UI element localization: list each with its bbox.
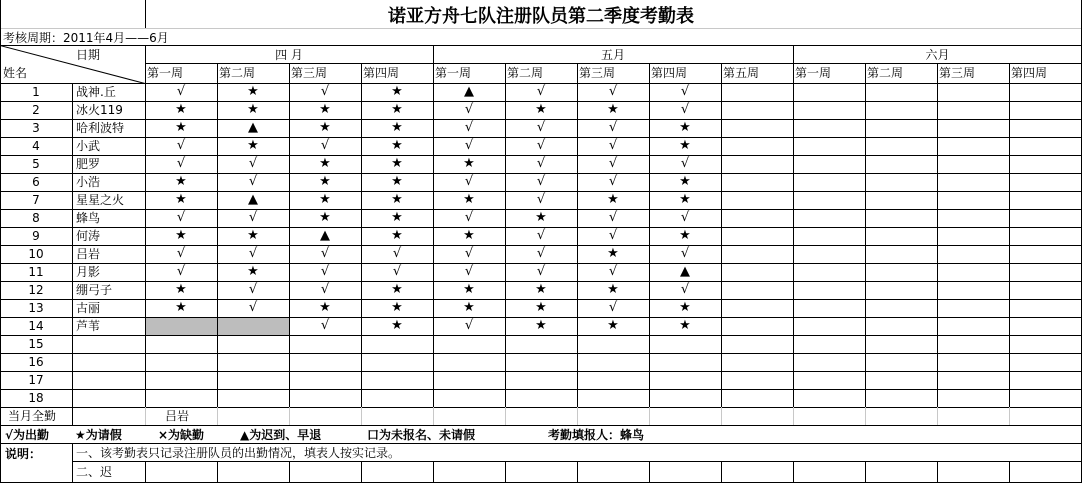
name-label: 姓名 xyxy=(3,66,28,80)
grid-line xyxy=(0,28,1082,29)
attendance-mark: ★ xyxy=(391,138,403,153)
attendance-mark: √ xyxy=(680,210,690,225)
attendance-mark: ★ xyxy=(391,300,403,315)
member-name: 星星之火 xyxy=(76,193,125,207)
attendance-mark: ★ xyxy=(679,120,691,135)
attendance-mark: √ xyxy=(464,102,474,117)
attendance-mark: √ xyxy=(464,264,474,279)
grid-line xyxy=(145,461,146,482)
attendance-mark: √ xyxy=(176,138,186,153)
attendance-mark: √ xyxy=(536,264,546,279)
member-name: 月影 xyxy=(76,265,101,279)
legend-leave: ★为请假 xyxy=(75,428,122,442)
full-attendance-label: 当月全勤 xyxy=(8,409,57,423)
attendance-mark: ★ xyxy=(319,192,331,207)
attendance-mark: ★ xyxy=(463,156,475,171)
attendance-mark: √ xyxy=(392,246,402,261)
month-may: 五月 xyxy=(600,48,625,62)
member-name: 古丽 xyxy=(76,301,101,315)
attendance-mark: ★ xyxy=(391,282,403,297)
attendance-mark: √ xyxy=(608,210,618,225)
member-name: 芦苇 xyxy=(76,319,101,333)
row-number: 18 xyxy=(28,391,44,405)
attendance-mark: ★ xyxy=(607,318,619,333)
attendance-mark: ★ xyxy=(247,138,259,153)
attendance-mark: √ xyxy=(464,174,474,189)
row-number: 4 xyxy=(32,139,40,153)
grid-line xyxy=(72,83,73,425)
attendance-mark: ★ xyxy=(535,300,547,315)
member-name: 蜂鸟 xyxy=(76,211,101,225)
week-header-apr-3: 第三周 xyxy=(291,66,328,80)
attendance-mark: √ xyxy=(464,138,474,153)
grid-line xyxy=(361,407,362,425)
attendance-mark: ★ xyxy=(247,84,259,99)
month-june: 六月 xyxy=(925,48,950,62)
row-number: 2 xyxy=(32,103,40,117)
member-name: 绷弓子 xyxy=(76,283,113,297)
attendance-mark: √ xyxy=(320,246,330,261)
week-header-may-1: 第一周 xyxy=(435,66,472,80)
attendance-mark: ▲ xyxy=(464,84,474,99)
week-header-jun-2: 第二周 xyxy=(867,66,904,80)
legend-unregistered: 口为未报名、未请假 xyxy=(367,428,476,442)
grid-line xyxy=(937,461,938,482)
row-number: 6 xyxy=(32,175,40,189)
week-header-may-4: 第四周 xyxy=(651,66,688,80)
attendance-mark: ★ xyxy=(391,228,403,243)
row-number: 5 xyxy=(32,157,40,171)
grid-line xyxy=(72,443,73,482)
grid-line xyxy=(1009,407,1010,425)
row-number: 16 xyxy=(28,355,44,369)
grid-line xyxy=(0,407,1082,408)
week-header-jun-1: 第一周 xyxy=(795,66,832,80)
row-number: 10 xyxy=(28,247,44,261)
date-label: 日期 xyxy=(76,48,101,62)
grid-line xyxy=(0,353,1082,354)
attendance-mark: √ xyxy=(608,84,618,99)
grid-line xyxy=(505,407,506,425)
grid-line xyxy=(721,407,722,425)
attendance-mark: √ xyxy=(608,300,618,315)
grid-line xyxy=(721,461,722,482)
attendance-mark: ★ xyxy=(319,300,331,315)
row-number: 13 xyxy=(28,301,44,315)
attendance-mark: ★ xyxy=(247,264,259,279)
attendance-mark: ★ xyxy=(679,318,691,333)
attendance-mark: ★ xyxy=(175,228,187,243)
week-header-may-2: 第二周 xyxy=(507,66,544,80)
grid-line xyxy=(145,63,1082,64)
grid-line xyxy=(145,407,146,425)
grid-line xyxy=(649,407,650,425)
attendance-mark: ★ xyxy=(247,102,259,117)
attendance-mark: √ xyxy=(680,156,690,171)
attendance-mark: √ xyxy=(248,156,258,171)
member-name: 小武 xyxy=(76,139,101,153)
grid-line xyxy=(865,407,866,425)
attendance-mark: ★ xyxy=(679,192,691,207)
attendance-mark: √ xyxy=(320,318,330,333)
grid-line xyxy=(217,461,218,482)
notes-label: 说明： xyxy=(5,447,42,461)
attendance-mark: √ xyxy=(536,246,546,261)
row-number: 17 xyxy=(28,373,44,387)
attendance-mark: √ xyxy=(176,264,186,279)
attendance-mark: √ xyxy=(176,210,186,225)
attendance-mark: √ xyxy=(176,156,186,171)
attendance-mark: ★ xyxy=(175,174,187,189)
attendance-mark: ★ xyxy=(535,318,547,333)
row-number: 15 xyxy=(28,337,44,351)
attendance-mark: √ xyxy=(176,84,186,99)
attendance-mark: √ xyxy=(536,84,546,99)
grid-line xyxy=(721,63,722,425)
blank-cell xyxy=(218,318,289,335)
row-number: 9 xyxy=(32,229,40,243)
attendance-mark: ▲ xyxy=(248,192,258,207)
attendance-mark: ★ xyxy=(463,192,475,207)
grid-line xyxy=(1009,63,1010,425)
grid-line xyxy=(793,461,794,482)
notes-line-1: 一、该考勤表只记录注册队员的出勤情况，填表人按实记录。 xyxy=(76,446,401,460)
attendance-mark: ★ xyxy=(391,174,403,189)
member-name: 何涛 xyxy=(76,229,101,243)
week-header-may-3: 第三周 xyxy=(579,66,616,80)
member-name: 吕岩 xyxy=(76,247,101,261)
attendance-mark: ★ xyxy=(463,282,475,297)
attendance-mark: ★ xyxy=(391,120,403,135)
attendance-mark: √ xyxy=(464,246,474,261)
week-header-apr-4: 第四周 xyxy=(363,66,400,80)
attendance-mark: √ xyxy=(464,210,474,225)
grid-line xyxy=(217,407,218,425)
attendance-mark: √ xyxy=(320,84,330,99)
attendance-mark: ★ xyxy=(391,210,403,225)
attendance-mark: ★ xyxy=(463,300,475,315)
attendance-mark: √ xyxy=(608,156,618,171)
attendance-mark: ★ xyxy=(175,300,187,315)
grid-line xyxy=(793,45,794,425)
grid-line xyxy=(433,407,434,425)
attendance-mark: ★ xyxy=(607,282,619,297)
attendance-mark: √ xyxy=(680,102,690,117)
attendance-mark: √ xyxy=(392,264,402,279)
attendance-mark: ★ xyxy=(319,156,331,171)
attendance-mark: ★ xyxy=(319,210,331,225)
member-name: 小浩 xyxy=(76,175,101,189)
week-header-apr-1: 第一周 xyxy=(147,66,184,80)
row-number: 8 xyxy=(32,211,40,225)
attendance-mark: √ xyxy=(536,156,546,171)
attendance-mark: ★ xyxy=(391,102,403,117)
attendance-mark: √ xyxy=(680,282,690,297)
grid-line xyxy=(649,461,650,482)
attendance-mark: √ xyxy=(608,174,618,189)
attendance-mark: √ xyxy=(248,300,258,315)
grid-line xyxy=(865,63,866,425)
grid-line xyxy=(433,461,434,482)
member-name: 战神.丘 xyxy=(76,85,116,99)
grid-line xyxy=(865,461,866,482)
attendance-mark: ★ xyxy=(175,102,187,117)
legend-recorder: 考勤填报人：蜂鸟 xyxy=(548,428,645,442)
month-april: 四 月 xyxy=(275,48,303,62)
attendance-mark: ★ xyxy=(319,102,331,117)
row-number: 14 xyxy=(28,319,44,333)
grid-line xyxy=(0,335,1082,336)
grid-line xyxy=(0,389,1082,390)
attendance-mark: √ xyxy=(680,84,690,99)
grid-line xyxy=(577,461,578,482)
grid-line xyxy=(0,425,1082,426)
attendance-mark: ★ xyxy=(679,300,691,315)
week-header-may-5: 第五周 xyxy=(723,66,760,80)
attendance-mark: ★ xyxy=(391,156,403,171)
grid-line xyxy=(0,45,1082,46)
attendance-mark: √ xyxy=(248,246,258,261)
attendance-mark: ★ xyxy=(319,120,331,135)
attendance-mark: √ xyxy=(608,228,618,243)
full-attendance-value: 吕岩 xyxy=(165,409,190,423)
attendance-mark: √ xyxy=(608,120,618,135)
attendance-mark: ★ xyxy=(247,228,259,243)
attendance-mark: √ xyxy=(464,318,474,333)
attendance-mark: ★ xyxy=(679,228,691,243)
attendance-mark: ★ xyxy=(319,174,331,189)
attendance-mark: ▲ xyxy=(680,264,690,279)
grid-line xyxy=(0,443,1082,444)
grid-line xyxy=(937,63,938,425)
attendance-mark: ★ xyxy=(463,228,475,243)
attendance-mark: ★ xyxy=(391,192,403,207)
attendance-mark: ★ xyxy=(535,102,547,117)
attendance-mark: ★ xyxy=(175,120,187,135)
week-header-jun-3: 第三周 xyxy=(939,66,976,80)
sheet-title: 诺亚方舟七队注册队员第二季度考勤表 xyxy=(388,6,694,27)
grid-line xyxy=(793,407,794,425)
attendance-mark: ★ xyxy=(607,246,619,261)
legend-absent: ×为缺勤 xyxy=(158,428,205,442)
legend-late: ▲为迟到、早退 xyxy=(240,428,322,442)
attendance-mark: √ xyxy=(608,264,618,279)
period-label: 考核周期：2011年4月——6月 xyxy=(3,31,169,45)
attendance-mark: √ xyxy=(248,174,258,189)
attendance-mark: √ xyxy=(320,138,330,153)
week-header-jun-4: 第四周 xyxy=(1011,66,1048,80)
attendance-mark: √ xyxy=(248,210,258,225)
attendance-mark: ★ xyxy=(607,102,619,117)
attendance-mark: ★ xyxy=(535,210,547,225)
row-number: 3 xyxy=(32,121,40,135)
attendance-mark: √ xyxy=(536,120,546,135)
attendance-mark: √ xyxy=(464,120,474,135)
grid-line xyxy=(937,407,938,425)
attendance-mark: √ xyxy=(536,138,546,153)
grid-line xyxy=(577,407,578,425)
attendance-mark: ★ xyxy=(391,84,403,99)
grid-line xyxy=(1009,461,1010,482)
attendance-mark: ★ xyxy=(175,282,187,297)
attendance-mark: √ xyxy=(536,228,546,243)
attendance-mark: ★ xyxy=(391,318,403,333)
notes-line-2: 二、迟 xyxy=(76,465,113,479)
attendance-mark: √ xyxy=(536,174,546,189)
attendance-mark: ★ xyxy=(535,282,547,297)
row-number: 12 xyxy=(28,283,44,297)
attendance-mark: ▲ xyxy=(248,120,258,135)
attendance-mark: ▲ xyxy=(320,228,330,243)
attendance-mark: √ xyxy=(248,282,258,297)
attendance-mark: √ xyxy=(320,264,330,279)
member-name: 肥罗 xyxy=(76,157,101,171)
attendance-mark: √ xyxy=(320,282,330,297)
attendance-mark: ★ xyxy=(175,192,187,207)
week-header-apr-2: 第二周 xyxy=(219,66,256,80)
attendance-mark: ★ xyxy=(679,174,691,189)
row-number: 11 xyxy=(28,265,44,279)
blank-cell xyxy=(146,318,217,335)
row-number: 1 xyxy=(32,85,40,99)
attendance-mark: √ xyxy=(176,246,186,261)
row-number: 7 xyxy=(32,193,40,207)
legend-present: √为出勤 xyxy=(5,428,50,442)
grid-line xyxy=(289,461,290,482)
grid-line xyxy=(0,371,1082,372)
grid-line xyxy=(289,407,290,425)
attendance-mark: ★ xyxy=(607,192,619,207)
member-name: 哈利波特 xyxy=(76,121,125,135)
grid-line xyxy=(361,461,362,482)
grid-line xyxy=(505,461,506,482)
attendance-mark: ★ xyxy=(679,138,691,153)
attendance-mark: √ xyxy=(680,246,690,261)
attendance-mark: √ xyxy=(608,138,618,153)
member-name: 冰火119 xyxy=(76,103,123,117)
attendance-mark: √ xyxy=(536,192,546,207)
